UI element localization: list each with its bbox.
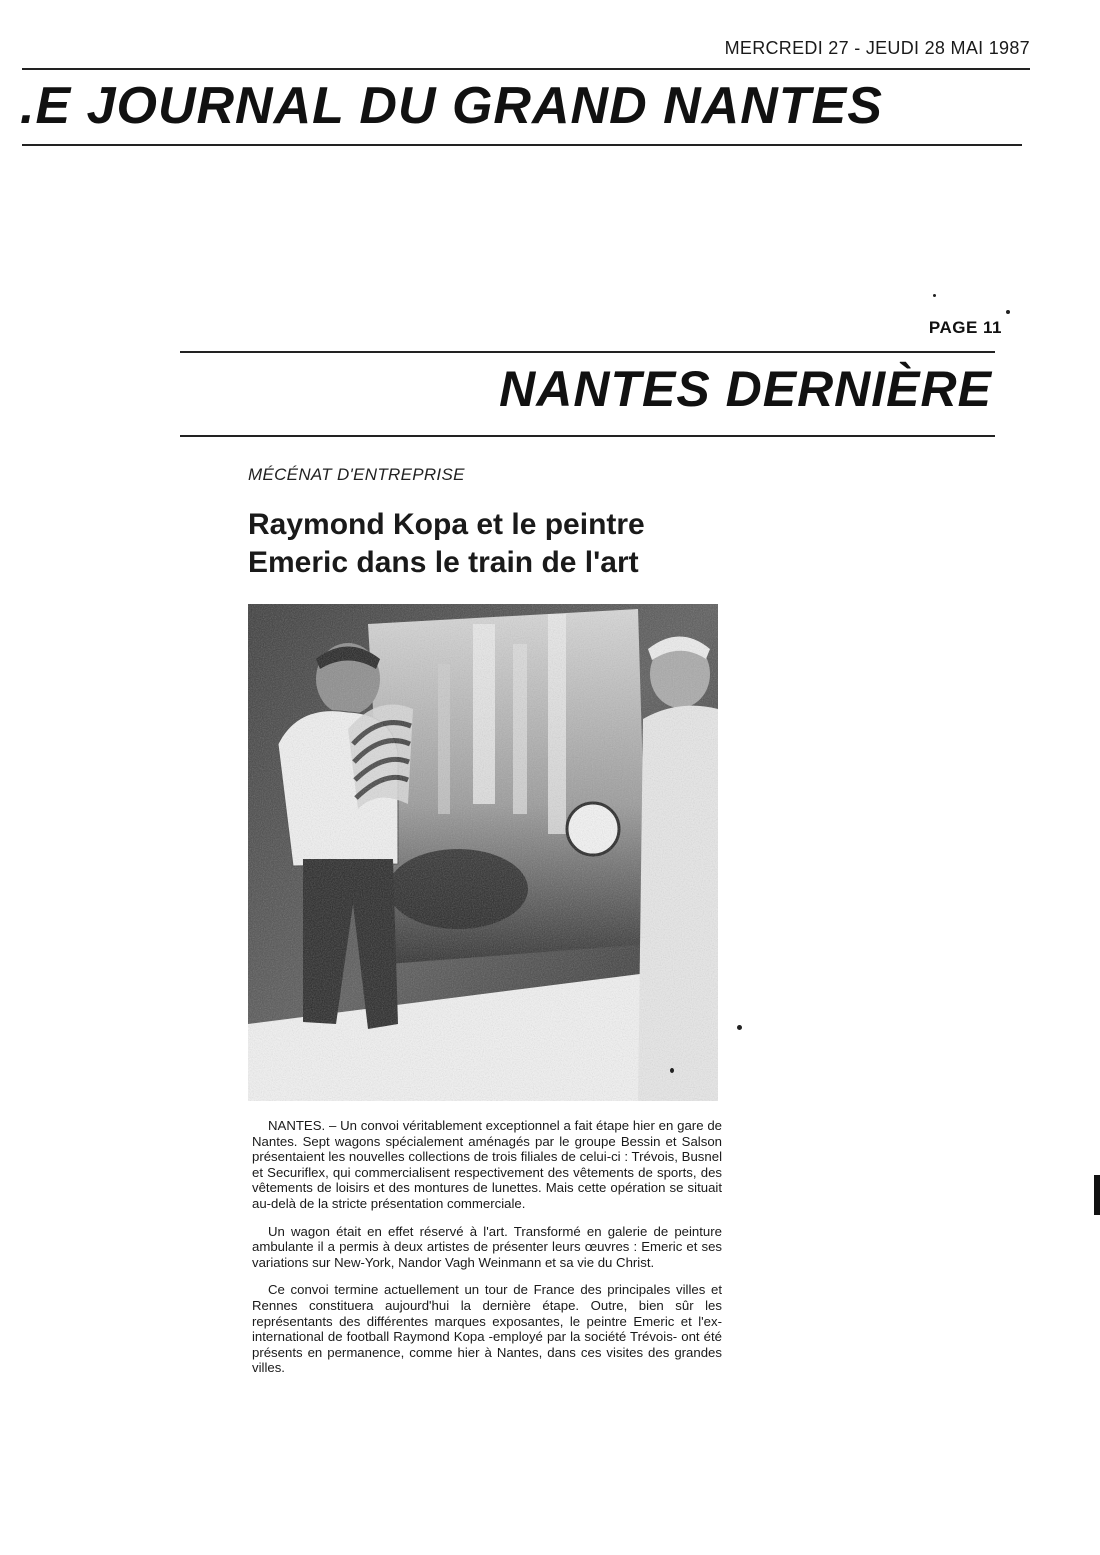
article-paragraph-3: Ce convoi termine actuellement un tour de France des principales villes et Rennes constituera aujourd'hui la dernière étape. Outre, bien sûr les représentants des différentes marques exposantes, le peintre Emeric et l'ex-international de football Raymond Kopa -employé par la société Trévois- ont été présents en permanence, comme hier à Nantes, dans ces visites des grandes villes.: [252, 1282, 722, 1376]
scan-speck: [1006, 310, 1010, 314]
section-rule-bottom: [180, 435, 995, 437]
headline-line-1: Raymond Kopa et le peintre: [248, 508, 645, 541]
scan-speck: [670, 1068, 674, 1073]
section-rule-top: [180, 351, 995, 353]
masthead-rule-bottom: [22, 144, 1022, 146]
section-title: NANTES DERNIÈRE: [499, 361, 992, 417]
scan-speck: [933, 294, 936, 297]
page-number: PAGE 11: [928, 318, 1002, 337]
issue-date: MERCREDI 27 - JEUDI 28 MAI 1987: [724, 38, 1030, 58]
article-body: [252, 1118, 722, 1388]
article-headline: [248, 506, 728, 582]
scan-edge-mark: [1094, 1175, 1100, 1215]
article-paragraph-1: NANTES. – Un convoi véritablement exceptionnel a fait étape hier en gare de Nantes. Sept wagons spécialement aménagés par le groupe Bessin et Salson présentaient les nouvelles collections de trois filiales de celui-ci : Trévois, Busnel et Securiflex, qui commercialisent respectivement des vêtements de sports, des vêtements de loisirs et des montures de lunettes. Mais cette opération se situait au-delà de la stricte présentation commerciale.: [252, 1118, 722, 1211]
newspaper-title: .E JOURNAL DU GRAND NANTES: [20, 77, 883, 135]
scan-speck: [737, 1025, 742, 1030]
masthead-rule-top: [22, 68, 1030, 70]
article-kicker: MÉCÉNAT D'ENTREPRISE: [248, 465, 465, 484]
article-photo: [248, 604, 718, 1101]
photo-grain: [248, 604, 718, 1101]
article-paragraph-2: Un wagon était en effet réservé à l'art. Transformé en galerie de peinture ambulante il a permis à deux artistes de présenter leurs œuvres : Emeric et ses variations sur New-York, Nandor Vagh Weinmann et sa vie du Christ.: [252, 1223, 722, 1270]
headline-line-2: Emeric dans le train de l'art: [248, 546, 639, 579]
